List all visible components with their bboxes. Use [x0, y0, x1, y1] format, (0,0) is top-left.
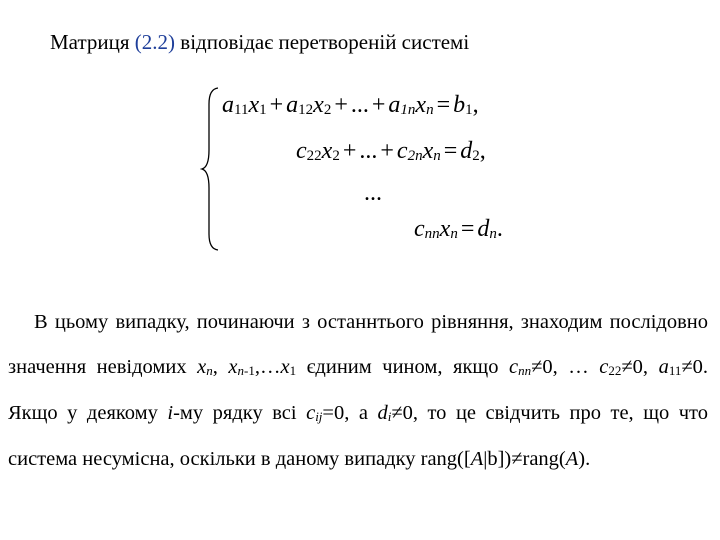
left-brace-icon — [200, 86, 222, 252]
equation-row-1: $a_{11}x_1 + a_{12}x_2$ + ... + $a_{1n}x_n = b_1$, — [222, 92, 479, 118]
intro-sentence: Матриця (2.2) відповідає перетвореній системі — [50, 30, 470, 54]
equation-system — [200, 86, 560, 252]
equation-reference: (2.2) — [134, 30, 176, 54]
equation-row-ellipsis: ... — [364, 180, 382, 206]
equation-row-n: $c_{nn}x_n = d_n$. — [414, 216, 503, 242]
explanation-paragraph: В цьому випадку, починаючи з останнтього рівняння, знаходим послідовно значення невідомих $x_n$, $x_{n-1},\dots x_1$ єдиним чином, якщо $c_{nn}\ne 0$, … $c_{22}\ne 0$, $a_{11}\ne 0$. Якщо у деякому i-му рядку всі $c_{ij}=0$, а $d_i\ne 0$, то це свідчить про те, що что система несумісна, оскільки в даному випадку rang([A|b])≠rang(A). — [8, 311, 708, 470]
equation-row-2: $c_{22}x_2$ + ... + $c_{2n}x_n = d_2$, — [296, 138, 486, 164]
